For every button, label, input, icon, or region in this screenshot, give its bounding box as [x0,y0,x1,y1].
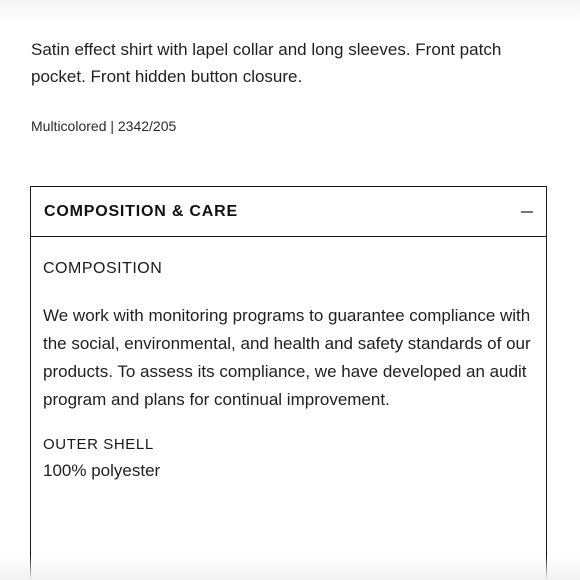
top-fade [0,0,580,22]
composition-care-accordion [30,186,547,580]
product-color-reference: Multicolored | 2342/205 [31,118,177,134]
bottom-fade [0,556,580,580]
outer-shell-label: OUTER SHELL [43,436,154,453]
minus-icon[interactable] [521,206,533,218]
product-description: Satin effect shirt with lapel collar and long sleeves. Front patch pocket. Front hidden button closure. [31,40,502,86]
composition-care-toggle[interactable] [31,187,546,237]
accordion-content [31,237,546,482]
composition-heading: COMPOSITION [43,260,163,277]
outer-shell-value: 100% polyester [43,461,161,480]
accordion-title: COMPOSITION & CARE [44,202,238,220]
composition-text: We work with monitoring programs to guarantee compliance with the social, environmental, and health and safety standards of our products. To assess its compliance, we have developed an audit program and plans for continual improvement. [43,306,531,409]
